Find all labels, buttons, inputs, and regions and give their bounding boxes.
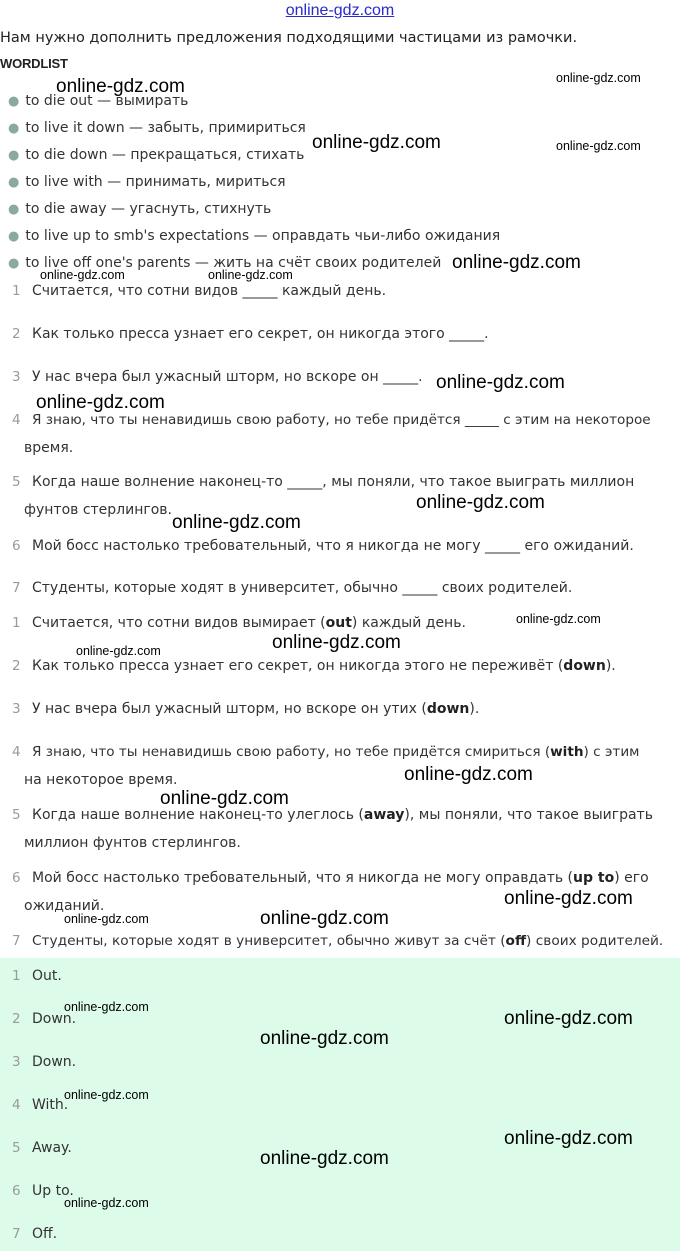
solution-sentence-continuation: миллион фунтов стерлингов.: [24, 835, 241, 851]
task-sentence: Студенты, которые ходят в университет, обычно _____ своих родителей.: [32, 580, 573, 596]
watermark: online-gdz.com: [40, 268, 125, 282]
intro-text: Нам нужно дополнить предложения подходящими частицами из рамочки.: [0, 30, 578, 46]
solution-number: 4: [12, 744, 21, 760]
bullet-icon: ●: [8, 94, 20, 109]
answer-keyword: out: [325, 615, 352, 631]
watermark: online-gdz.com: [272, 632, 401, 653]
answer-item: Out.: [32, 968, 62, 984]
bullet-icon: ●: [8, 256, 20, 271]
watermark: online-gdz.com: [64, 912, 149, 926]
watermark: online-gdz.com: [76, 644, 161, 658]
solution-number: 1: [12, 615, 21, 631]
task-sentence-continuation: фунтов стерлингов.: [24, 502, 173, 518]
bullet-icon: ●: [8, 229, 20, 244]
task-number: 5: [12, 474, 21, 490]
solution-number: 5: [12, 807, 21, 823]
task-sentence: Как только пресса узнает его секрет, он никогда этого _____.: [32, 326, 489, 342]
watermark: online-gdz.com: [504, 888, 633, 909]
wordlist-item: ● to live it down — забыть, примириться: [8, 120, 306, 136]
watermark: online-gdz.com: [260, 1148, 389, 1169]
task-sentence: Считается, что сотни видов _____ каждый день.: [32, 283, 387, 299]
wordlist-item: ● to live with — принимать, мириться: [8, 174, 286, 190]
watermark: online-gdz.com: [172, 512, 301, 533]
solution-sentence: Считается, что сотни видов вымирает (out) каждый день.: [32, 615, 466, 631]
task-number: 6: [12, 538, 21, 554]
wordlist-item: ● to live off one's parents — жить на счёт своих родителей: [8, 255, 442, 271]
answer-item: Down.: [32, 1011, 77, 1027]
task-sentence: Я знаю, что ты ненавидишь свою работу, но тебе придётся _____ с этим на некоторое: [32, 412, 651, 428]
task-number: 1: [12, 283, 21, 299]
solution-sentence: Студенты, которые ходят в университет, обычно живут за счёт (off) своих родителей.: [32, 933, 664, 949]
watermark: online-gdz.com: [436, 372, 565, 393]
task-sentence: Мой босс настолько требовательный, что я никогда не могу _____ его ожиданий.: [32, 538, 634, 554]
watermark: online-gdz.com: [208, 268, 293, 282]
answer-keyword: down: [426, 701, 470, 717]
solution-sentence: Я знаю, что ты ненавидишь свою работу, но тебе придётся смириться (with) с этим: [32, 744, 640, 760]
task-sentence: У нас вчера был ужасный шторм, но вскоре он _____.: [32, 369, 423, 385]
answer-number: 1: [12, 968, 21, 984]
answer-number: 4: [12, 1097, 21, 1113]
watermark: online-gdz.com: [56, 76, 185, 97]
watermark: online-gdz.com: [556, 71, 641, 85]
answer-item: Down.: [32, 1054, 77, 1070]
task-number: 3: [12, 369, 21, 385]
bullet-icon: ●: [8, 202, 20, 217]
site-header-link[interactable]: online-gdz.com: [285, 2, 395, 19]
answer-keyword: down: [563, 658, 606, 674]
answer-number: 3: [12, 1054, 21, 1070]
solution-sentence: У нас вчера был ужасный шторм, но вскоре он утих (down).: [32, 701, 480, 717]
watermark: online-gdz.com: [452, 252, 581, 273]
answer-keyword: away: [363, 807, 405, 823]
wordlist-item: ● to live up to smb's expectations — оправдать чьи-либо ожидания: [8, 228, 501, 244]
answer-keyword: up to: [573, 870, 615, 886]
watermark: online-gdz.com: [504, 1128, 633, 1149]
wordlist-item: ● to die away — угаснуть, стихнуть: [8, 201, 272, 217]
answer-keyword: with: [550, 744, 584, 760]
solution-sentence: Как только пресса узнает его секрет, он никогда этого не переживёт (down).: [32, 658, 616, 674]
answer-number: 6: [12, 1183, 21, 1199]
bullet-icon: ●: [8, 175, 20, 190]
solution-sentence: Мой босс настолько требовательный, что я никогда не могу оправдать (up to) его: [32, 870, 649, 886]
answer-item: Off.: [32, 1226, 58, 1242]
solution-number: 7: [12, 933, 21, 949]
solution-number: 6: [12, 870, 21, 886]
answer-number: 2: [12, 1011, 21, 1027]
watermark: online-gdz.com: [64, 1088, 149, 1102]
solution-number: 2: [12, 658, 21, 674]
watermark: online-gdz.com: [64, 1000, 149, 1014]
watermark: online-gdz.com: [36, 392, 165, 413]
task-sentence: Когда наше волнение наконец-то _____, мы поняли, что такое выиграть миллион: [32, 474, 635, 490]
watermark: online-gdz.com: [416, 492, 545, 513]
wordlist-item: ● to die out — вымирать: [8, 93, 189, 109]
watermark: online-gdz.com: [504, 1008, 633, 1029]
watermark: online-gdz.com: [260, 908, 389, 929]
watermark: online-gdz.com: [64, 1196, 149, 1210]
answer-keyword: off: [505, 933, 527, 949]
watermark: online-gdz.com: [260, 1028, 389, 1049]
wordlist-title: WORDLIST: [0, 56, 68, 71]
wordlist-item: ● to die down — прекращаться, стихать: [8, 147, 305, 163]
watermark: online-gdz.com: [404, 764, 533, 785]
answer-item: With.: [32, 1097, 69, 1113]
task-number: 2: [12, 326, 21, 342]
task-number: 7: [12, 580, 21, 596]
task-number: 4: [12, 412, 21, 428]
task-sentence-continuation: время.: [24, 440, 74, 456]
solution-sentence-continuation: ожиданий.: [24, 898, 105, 914]
watermark: online-gdz.com: [516, 612, 601, 626]
solution-number: 3: [12, 701, 21, 717]
bullet-icon: ●: [8, 148, 20, 163]
answer-item: Up to.: [32, 1183, 74, 1199]
watermark: online-gdz.com: [312, 132, 441, 153]
answer-item: Away.: [32, 1140, 72, 1156]
solution-sentence: Когда наше волнение наконец-то улеглось (away), мы поняли, что такое выиграть: [32, 807, 653, 823]
answer-number: 5: [12, 1140, 21, 1156]
bullet-icon: ●: [8, 121, 20, 136]
watermark: online-gdz.com: [160, 788, 289, 809]
answer-number: 7: [12, 1226, 21, 1242]
solution-sentence-continuation: на некоторое время.: [24, 772, 178, 788]
watermark: online-gdz.com: [556, 139, 641, 153]
